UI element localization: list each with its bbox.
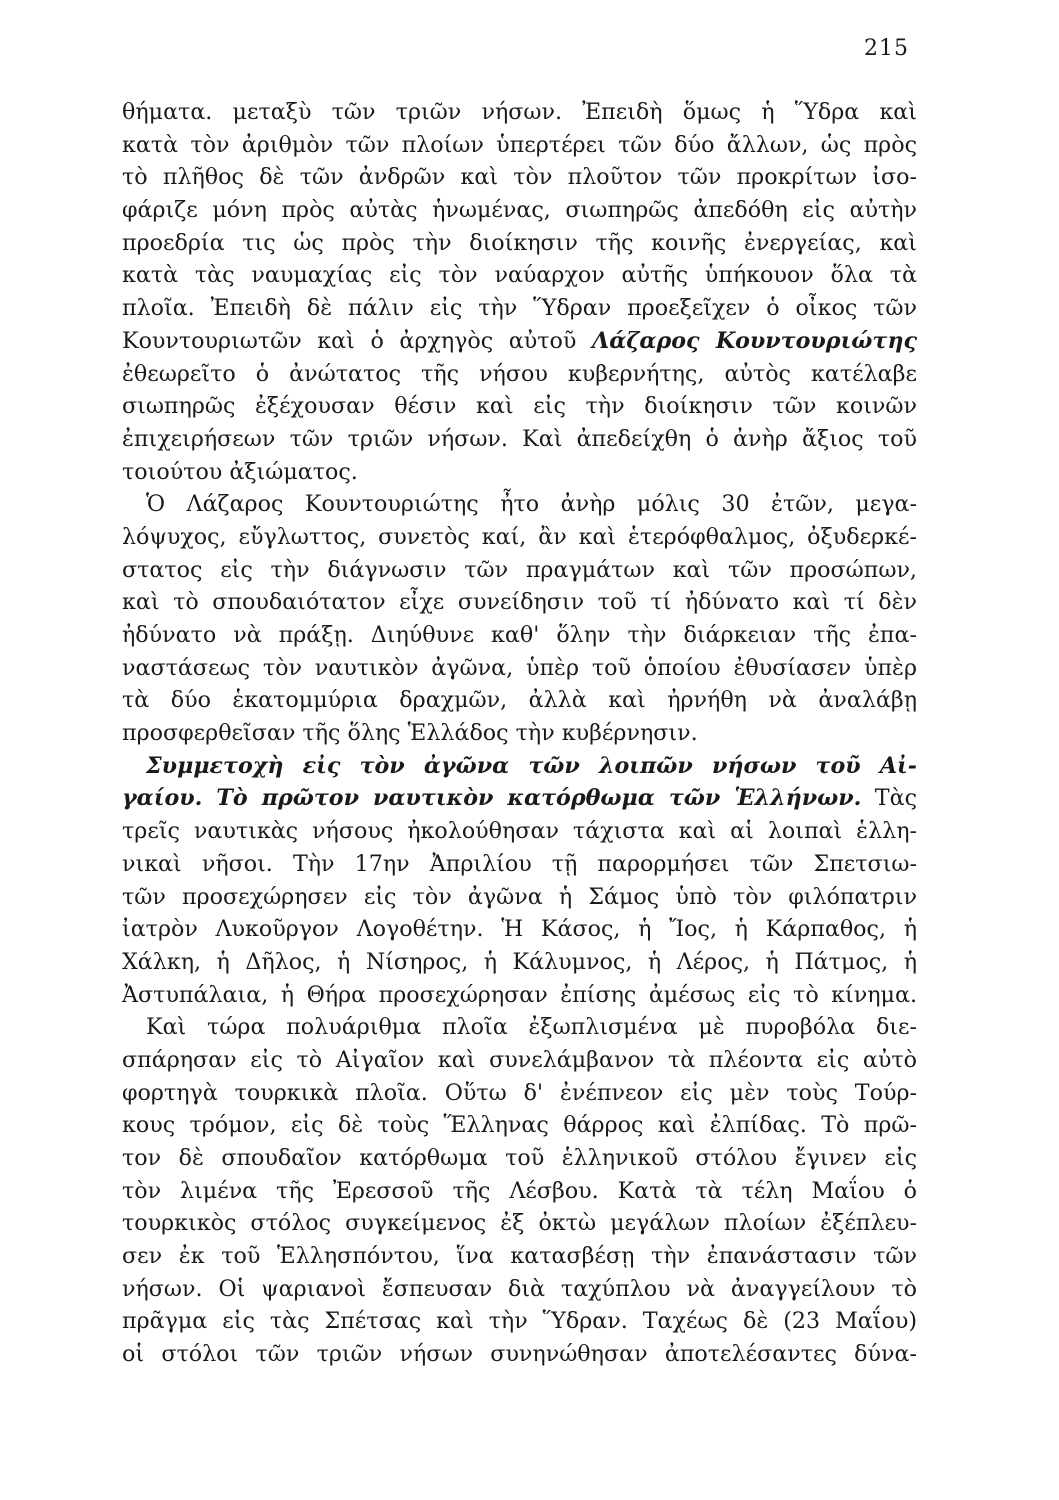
text-line [122,292,917,325]
text-run: φορτηγὰ τουρκικὰ πλοῖα. Οὕτω δ' ἐνέπνεον εἰς μὲν τοὺς Τούρ- [122,1079,917,1106]
text-run: τοιούτου ἀξιώματος. [122,458,358,485]
text-line [122,1273,917,1306]
text-line [122,815,917,848]
text-line [122,129,917,162]
text-run: στατος εἰς τὴν διάγνωσιν τῶν πραγμάτων καὶ τῶν προσώπων, [122,556,917,583]
text-line [122,750,917,783]
text-run: τον δὲ σπουδαῖον κατόρθωμα τοῦ ἑλληνικοῦ στόλου ἔγινεν εἰς [122,1145,917,1171]
text-line [122,1011,917,1044]
text-run: προσφερθεῖσαν τῆς ὅλης Ἑλλάδος τὴν κυβέρνησιν. [122,720,698,747]
text-run: πρᾶγμα εἰς τὰς Σπέτσας καὶ τὴν Ὕδραν. Ταχέως δὲ (23 Μαΐου) [122,1308,917,1335]
text-line [122,946,917,979]
text-run: Ὁ Λάζαρος Κουντουριώτης ἦτο ἀνὴρ μόλις 30 ἐτῶν, μεγα- [146,491,917,518]
text-run: οἱ στόλοι τῶν τριῶν νήσων συνηνώθησαν ἀποτελέσαντες δύνα- [122,1341,917,1368]
text-line [122,161,917,194]
text-line [122,1207,917,1240]
text-line [122,684,917,717]
text-run: Ἀστυπάλαια, ἡ Θήρα προσεχώρησαν ἐπίσης ἀμέσως εἰς τὸ κίνημα. [122,981,917,1008]
text-line [122,652,917,685]
text-run: Χάλκη, ἡ Δῆλος, ἡ Νίσηρος, ἡ Κάλυμνος, ἡ Λέρος, ἡ Πάτμος, ἡ [122,948,917,975]
text-line [122,717,917,750]
text-line [122,259,917,292]
text-line [122,1240,917,1273]
text-line [122,1142,917,1175]
text-run: ναστάσεως τὸν ναυτικὸν ἀγῶνα, ὑπὲρ τοῦ ὁποίου ἐθυσίασεν ὑπὲρ [122,654,917,681]
text-run: τῶν προσεχώρησεν εἰς τὸν ἀγῶνα ἡ Σάμος ὑπὸ τὸν φιλόπατριν [122,883,917,910]
emphasized-text: γαίου. Τὸ πρῶτον ναυτικὸν κατόρθωμα τῶν Ἑλλήνων. [122,785,862,812]
text-run: καὶ τὸ σπουδαιότατον εἶχε συνείδησιν τοῦ τί ἠδύνατο καὶ τί δὲν [122,589,917,616]
text-line [122,456,917,489]
text-run: τρεῖς ναυτικὰς νήσους ἠκολούθησαν τάχιστα καὶ αἱ λοιπαὶ ἑλλη- [122,818,917,845]
text-line [122,1109,917,1142]
text-line [122,1305,917,1338]
text-run: φάριζε μόνη πρὸς αὐτὰς ἡνωμένας, σιωπηρῶς ἀπεδόθη εἰς αὐτὴν [122,197,917,224]
text-run: νήσων. Οἱ ψαριανοὶ ἔσπευσαν διὰ ταχύπλου νὰ ἀναγγείλουν τὸ [122,1275,917,1302]
text-run: κατὰ τὸν ἀριθμὸν τῶν πλοίων ὑπερτέρει τῶν δύο ἄλλων, ὡς πρὸς [122,131,917,158]
text-line [122,227,917,260]
text-run: τὰ δύο ἑκατομμύρια δραχμῶν, ἀλλὰ καὶ ἠρνήθη νὰ ἀναλάβῃ [122,687,917,714]
text-line [122,423,917,456]
text-line [122,1044,917,1077]
text-run: λόψυχος, εὔγλωττος, συνετὸς καί, ἂν καὶ ἑτερόφθαλμος, ὀξυδερκέ- [122,523,917,550]
text-line [122,1077,917,1110]
text-run: τὸν λιμένα τῆς Ἐρεσσοῦ τῆς Λέσβου. Κατὰ τὰ τέλη Μαΐου ὁ [122,1177,917,1204]
text-run: τὸ πλῆθος δὲ τῶν ἀνδρῶν καὶ τὸν πλοῦτον τῶν προκρίτων ἰσο- [122,164,917,191]
text-line [122,782,917,815]
text-run: Τὰς [861,785,917,812]
text-run: ἐπιχειρήσεων τῶν τριῶν νήσων. Καὶ ἀπεδείχθη ὁ ἀνὴρ ἄξιος τοῦ [122,425,917,452]
text-line [122,979,917,1012]
text-run: Κουντουριωτῶν καὶ ὁ ἀρχηγὸς αὐτοῦ [122,327,592,354]
text-line [122,521,917,554]
text-run: κατὰ τὰς ναυμαχίας εἰς τὸν ναύαρχον αὐτῆς ὑπήκουον ὅλα τὰ [122,262,917,289]
text-run: προεδρία τις ὡς πρὸς τὴν διοίκησιν τῆς κοινῆς ἐνεργείας, καὶ [122,229,917,256]
text-line [122,881,917,914]
text-run: ἠδύνατο νὰ πράξῃ. Διηύθυνε καθ' ὅλην τὴν διάρκειαν τῆς ἐπα- [122,622,917,648]
text-line [122,488,917,521]
page-number: 215 [864,36,909,61]
text-run: νικαὶ νῆσοι. Τὴν 17ην Ἀπριλίου τῇ παρορμήσει τῶν Σπετσιω- [122,850,917,877]
text-line [122,1338,917,1371]
text-run: θήματα. μεταξὺ τῶν τριῶν νήσων. Ἐπειδὴ ὅμως ἡ Ὕδρα καὶ [122,99,917,125]
text-line [122,913,917,946]
text-run: σεν ἐκ τοῦ Ἑλλησπόντου, ἵνα κατασβέσῃ τὴν ἐπανάστασιν τῶν [122,1243,917,1270]
text-run: Καὶ τώρα πολυάριθμα πλοῖα ἐξωπλισμένα μὲ πυροβόλα διε- [146,1014,917,1041]
text-run: πλοῖα. Ἐπειδὴ δὲ πάλιν εἰς τὴν Ὕδραν προεξεῖχεν ὁ οἶκος τῶν [122,295,917,322]
text-line [122,194,917,227]
text-run: τουρκικὸς στόλος συγκείμενος ἐξ ὀκτὼ μεγάλων πλοίων ἐξέπλευ- [122,1210,917,1237]
text-run: σιωπηρῶς ἐξέχουσαν θέσιν καὶ εἰς τὴν διοίκησιν τῶν κοινῶν [122,393,917,420]
text-line [122,325,917,358]
text-line [122,96,917,129]
text-run: κους τρόμον, εἰς δὲ τοὺς Ἕλληνας θάρρος καὶ ἐλπίδας. Τὸ πρῶ- [122,1112,917,1139]
text-run: ἐθεωρεῖτο ὁ ἀνώτατος τῆς νήσου κυβερνήτης, αὐτὸς κατέλαβε [122,360,917,387]
text-line [122,390,917,423]
text-run: σπάρησαν εἰς τὸ Αἰγαῖον καὶ συνελάμβανον τὰ πλέοντα εἰς αὐτὸ [122,1046,917,1073]
text-line [122,619,917,652]
text-run: ἰατρὸν Λυκοῦργον Λογοθέτην. Ἡ Κάσος, ἡ Ἴος, ἡ Κάρπαθος, ἡ [122,916,917,943]
text-line [122,554,917,587]
text-line [122,1175,917,1208]
text-line [122,848,917,881]
text-line [122,586,917,619]
text-line [122,358,917,391]
emphasized-text: Λάζαρος Κουντουριώτης [591,327,917,354]
body-text [122,96,917,1371]
emphasized-text: Συμμετοχὴ εἰς τὸν ἀγῶνα τῶν λοιπῶν νήσων τοῦ Αἰ- [146,752,917,779]
